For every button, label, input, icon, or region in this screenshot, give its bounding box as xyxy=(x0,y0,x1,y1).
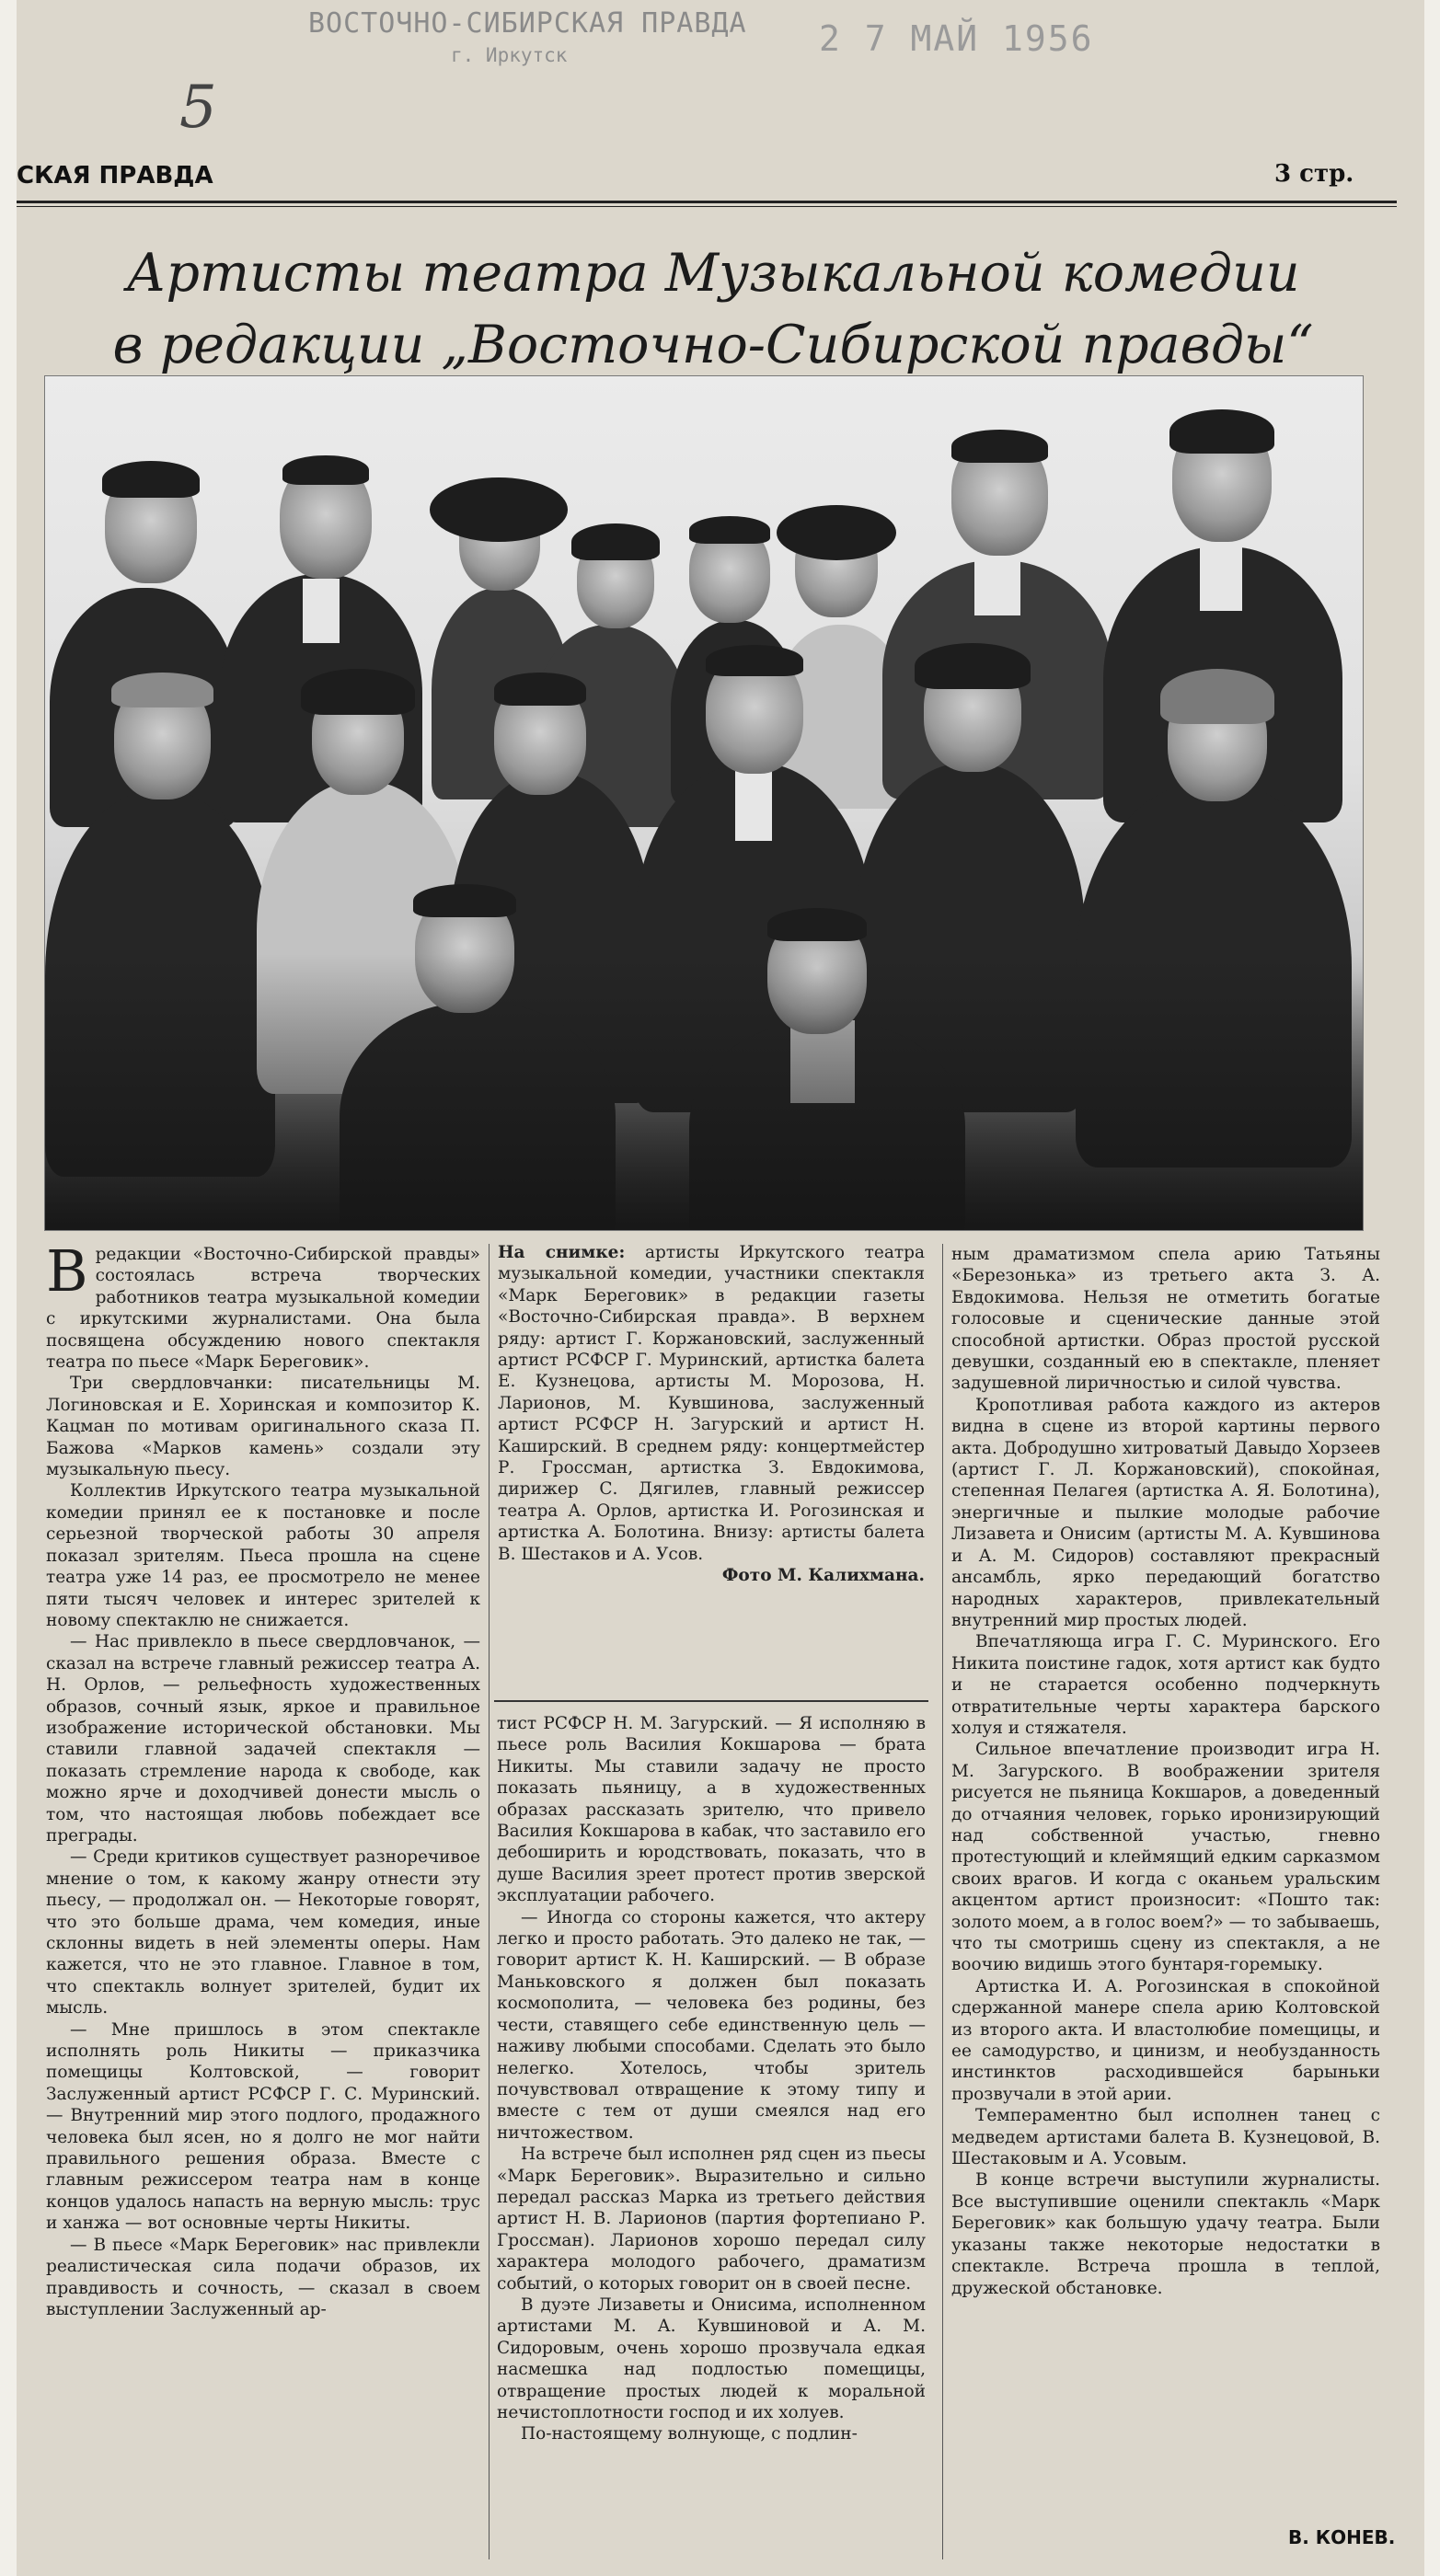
page-number: 3 стр. xyxy=(1274,160,1354,188)
author-byline: В. КОНЕВ. xyxy=(1288,2526,1396,2548)
paragraph: По-настоящему волнующе, с подлин- xyxy=(521,2424,858,2444)
paragraph: — В пьесе «Марк Береговик» нас привлекли реалистическая сила подачи образов, их правдивость и сочность, — сказал в своем выступлении Заслуженный ар- xyxy=(46,2235,480,2319)
paragraph: Вредакции «Восточно-Сибирской правды» состоялась встреча творческих работников театра музыкальной комедии с иркутскими журналистами. Она была посвящена обсуждению нового спектакля театра по пьесе «Марк Береговик». xyxy=(46,1237,480,1373)
headline-line-2: в редакции „Восточно-Сибирской правды“ xyxy=(112,315,1314,375)
paragraph: Артистка И. А. Рогозинская в спокойной сдержанной манере спела арию Колтовской из второго акта. И властолюбие помещицы, и ее самодурство, и цинизм, и необузданность инстинктов расходившейся барыньки прозвучали в этой арии. xyxy=(951,1976,1380,2104)
paragraph: Три свердловчанки: писательницы М. Логиновская и Е. Хоринская и композитор К. Кацман по мотивам оригинального сказа П. Бажова «Марков камень» создали эту музыкальную пьесу. xyxy=(46,1374,480,1480)
paragraph: Темпераментно был исполнен танец с медведем артистами балета В. Кузнецовой, В. Шестаковым и А. Усовым. xyxy=(951,2106,1380,2169)
paragraph: В дуэте Лизаветы и Онисима, исполненном артистами М. А. Кувшиновой и А. М. Сидоровым, очень хорошо прозвучала едкая насмешка над подлостью помещицы, отвращение простых людей к моральной нечистоплотности господ и их холуев. xyxy=(497,2294,926,2422)
archive-stamp-city: г. Иркутск xyxy=(451,44,568,66)
article-column-3 xyxy=(951,1244,1380,2299)
photo-caption xyxy=(494,1240,928,1702)
archive-stamp-date: 2 7 МАЙ 1956 xyxy=(819,18,1094,59)
paragraph: Коллектив Иркутского театра музыкальной комедии принял ее к постановке и после серьезной творческой работы 30 апреля показал зрителям. Пьеса прошла на сцене театра уже 14 раз, ее просмотрело не менее пяти тысяч человек и интерес зрителей к новому спектаклю не снижается. xyxy=(46,1481,480,1630)
paragraph: — Нас привлекло в пьесе свердловчанок, — сказал на встрече главный режиссер театра А. Н. Орлов, — рельефность художественных образов, сочный язык, яркое и правильное изображение исторической обстановки. Мы ставили главной задачей спектакля — показать стремление народа к свободе, как можно ярче и доходчивей донести мысль о том, что настоящая любовь побеждает все преграды. xyxy=(46,1632,480,1846)
caption-text: артисты Иркутского театра музыкальной комедии, участники спектакля «Марк Береговик» в редакции газеты «Восточно-Сибирская правда». В верхнем ряду: артист Г. Коржановский, заслуженный артист РСФСР Г. Муринский, артистка балета Е. Кузнецова, артисты М. Морозова, Н. Ларионов, М. Кувшинова, заслуженный артист РСФСР Н. Загурский и артист Н. Каширский. В среднем ряду: концертмейстер Р. Гроссман, артистка З. Евдокимова, дирижер С. Дягилев, главный режиссер театра А. Орлов, артистка И. Рогозинская и артистка А. Болотина. Внизу: артисты балета В. Шестаков и А. Усов. xyxy=(498,1243,925,1564)
article-column-1 xyxy=(46,1237,480,2320)
paragraph: На встрече был исполнен ряд сцен из пьесы «Марк Береговик». Выразительно и сильно передал рассказ Марка из третьего действия артист Н. В. Ларионов (партия фортепиано Р. Гроссман). Ларионов хорошо передал силу характера молодого рабочего, драматизм событий, о которых говорит он в своей песне. xyxy=(497,2145,926,2294)
headline-line-1: Артисты театра Музыкальной комедии xyxy=(126,243,1300,304)
header-rule-thin xyxy=(17,206,1397,207)
paragraph: — Иногда со стороны кажется, что актеру легко и просто работать. Это далеко не так, — говорит артист К. Н. Каширский. — В образе Маньковского я должен был показать космополита, — человека без родины, без чести, ставящего себе единственную цель — наживу любыми способами. Сделать это было нелегко. Хотелось, чтобы зритель почувствовал отвращение к этому типу и вместе с тем от души смеялся над его ничтожеством. xyxy=(497,1907,926,2143)
column-rule-2 xyxy=(942,1244,943,2559)
photo-credit: Фото М. Калихмана. xyxy=(721,1566,925,1586)
column-rule-1 xyxy=(489,1244,490,2559)
paragraph: Кропотливая работа каждого из актеров видна в сцене из второй картины первого акта. Добродушно хитроватый Давыдо Хорзеев (артист Г. Л. Коржановский), спокойная, степенная Пелагея (артистка А. Я. Болотина), энергичные и пылкие молодые рабочие Лизавета и Онисим (артисты М. А. Кувшинова и А. М. Сидоров) составляют прекрасный ансамбль, ярко передающий богатство народных характеров, привлекательный внутренний мир простых людей. xyxy=(951,1395,1380,1630)
headline xyxy=(46,237,1380,381)
group-photo xyxy=(44,375,1364,1231)
article-column-2 xyxy=(497,1713,926,2445)
drop-cap: В xyxy=(46,1237,88,1305)
header-rule xyxy=(17,201,1397,203)
caption-label: На снимке: xyxy=(498,1243,626,1262)
paragraph: Сильное впечатление производит игра Н. М. Загурского. В воображении зрителя рисуется не пьяница Кокшаров, а доведенный до отчаяния человек, горько иронизирующий над собственной участью, гневно протестующий и клеймящий едким сарказмом своих врагов. И когда с оканьем уральским акцентом артист произносит: «Пошто так: золото моем, а в голос воем?» — то забываешь, что ты смотришь сцену из спектакля, а не воочию видишь этого бунтаря-горемыку. xyxy=(951,1740,1380,1975)
paragraph: Впечатляюща игра Г. С. Муринского. Его Никита поистине гадок, хотя артист как будто и не старается особенно подчеркнуть отвратительные черты характера барского холуя и стяжателя. xyxy=(951,1632,1380,1738)
paragraph: тист РСФСР Н. М. Загурский. — Я исполняю в пьесе роль Василия Кокшарова — брата Никиты. Мы ставили задачу не просто показать пьяницу, а в художественных образах рассказать зрителю, что привело Василия Кокшарова в кабак, что заставило его дебоширить и юродствовать, показать, что в душе Василия зреет протест против зверской эксплуатации рабочего. xyxy=(497,1714,926,1906)
paragraph: ным драматизмом спела арию Татьяны «Березонька» из третьего акта З. А. Евдокимова. Нельзя не отметить богатые голосовые и сценические данные этой способной артистки. Образ простой русской девушки, созданный ею в спектакле, пленяет задушевной лиричностью и силой чувства. xyxy=(951,1245,1380,1394)
handwritten-number: 5 xyxy=(179,74,217,142)
paragraph: — Мне пришлось в этом спектакле исполнять роль Никиты — приказчика помещицы Колтовской, — говорит Заслуженный артист РСФСР Г. С. Муринский. — Внутренний мир этого подлого, продажного человека был ясен, но я долго не мог найти правильного решения образа. Вместе с главным режиссером театра нам в конце концов удалось напасть на верную мысль: трус и ханжа — вот основные черты Никиты. xyxy=(46,2019,480,2234)
paragraph: — Среди критиков существует разноречивое мнение о том, к какому жанру отнести эту пьесу, — продолжал он. — Некоторые говорят, что это больше драма, чем комедия, иные склонны видеть в ней элементы оперы. Нам кажется, что не это главное. Главное в том, что спектакль волнует зрителей, будит их мысль. xyxy=(46,1847,480,2018)
masthead-fragment: СКАЯ ПРАВДА xyxy=(17,162,213,190)
archive-stamp-newspaper: ВОСТОЧНО-СИБИРСКАЯ ПРАВДА xyxy=(308,7,747,40)
paragraph: В конце встречи выступили журналисты. Все выступившие оценили спектакль «Марк Береговик» как большую удачу театра. Были указаны также некоторые недостатки в спектакле. Встреча прошла в теплой, дружеской обстановке. xyxy=(951,2170,1380,2298)
